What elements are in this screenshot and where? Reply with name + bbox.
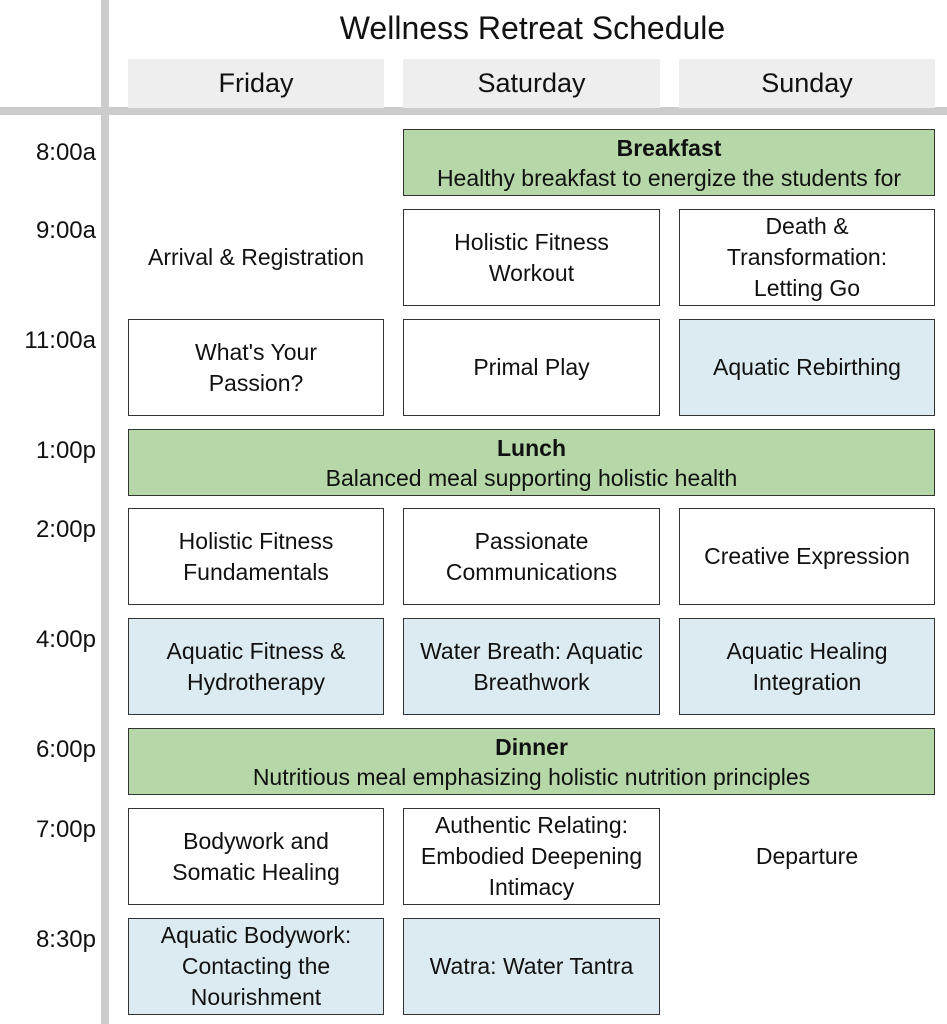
event-departure: Departure: [755, 843, 859, 869]
header-divider: [0, 107, 947, 115]
time-label: 7:00p: [35, 816, 96, 843]
time-label: 8:00a: [35, 139, 96, 166]
event-creative-expression[interactable]: Creative Expression: [679, 508, 935, 605]
time-label: 1:00p: [35, 437, 96, 464]
event-holistic-fitness-fundamentals[interactable]: Holistic Fitness Fundamentals: [128, 508, 384, 605]
day-header-friday: Friday: [128, 59, 384, 108]
day-header-sunday: Sunday: [679, 59, 935, 108]
time-label: 11:00a: [24, 327, 96, 354]
schedule-title: Wellness Retreat Schedule: [339, 10, 726, 46]
time-column-divider: [101, 0, 109, 1024]
event-description: Healthy breakfast to energize the students for: [436, 164, 902, 191]
event-aquatic-bodywork[interactable]: Aquatic Bodywork: Contacting the Nourishment: [128, 918, 384, 1015]
event-breakfast[interactable]: [403, 129, 935, 196]
time-label: 4:00p: [35, 626, 96, 653]
event-description: Nutritious meal emphasizing holistic nutrition principles: [252, 763, 811, 790]
event-primal-play[interactable]: Primal Play: [403, 319, 660, 416]
event-aquatic-fitness-hydrotherapy[interactable]: Aquatic Fitness & Hydrotherapy: [128, 618, 384, 715]
event-arrival: Arrival & Registration: [147, 244, 365, 270]
event-title: Breakfast: [616, 134, 722, 161]
event-passionate-communications[interactable]: Passionate Communications: [403, 508, 660, 605]
event-death-transformation[interactable]: Death & Transformation: Letting Go: [679, 209, 935, 306]
time-label: 9:00a: [35, 217, 96, 244]
time-label: 8:30p: [35, 926, 96, 953]
event-authentic-relating[interactable]: Authentic Relating: Embodied Deepening Intimacy: [403, 808, 660, 905]
event-dinner[interactable]: [128, 728, 935, 795]
event-watra-water-tantra[interactable]: Watra: Water Tantra: [403, 918, 660, 1015]
event-whats-your-passion[interactable]: What's Your Passion?: [128, 319, 384, 416]
day-header-saturday: Saturday: [403, 59, 660, 108]
event-aquatic-healing-integration[interactable]: Aquatic Healing Integration: [679, 618, 935, 715]
time-label: 2:00p: [35, 516, 96, 543]
time-label: 6:00p: [35, 736, 96, 763]
event-water-breath[interactable]: Water Breath: Aquatic Breathwork: [403, 618, 660, 715]
event-aquatic-rebirthing[interactable]: Aquatic Rebirthing: [679, 319, 935, 416]
event-title: Lunch: [497, 434, 566, 461]
event-description: Balanced meal supporting holistic health: [325, 464, 738, 491]
event-lunch[interactable]: [128, 429, 935, 496]
event-title: Dinner: [495, 733, 568, 760]
event-holistic-fitness-workout[interactable]: Holistic Fitness Workout: [403, 209, 660, 306]
event-bodywork-somatic-healing[interactable]: Bodywork and Somatic Healing: [128, 808, 384, 905]
